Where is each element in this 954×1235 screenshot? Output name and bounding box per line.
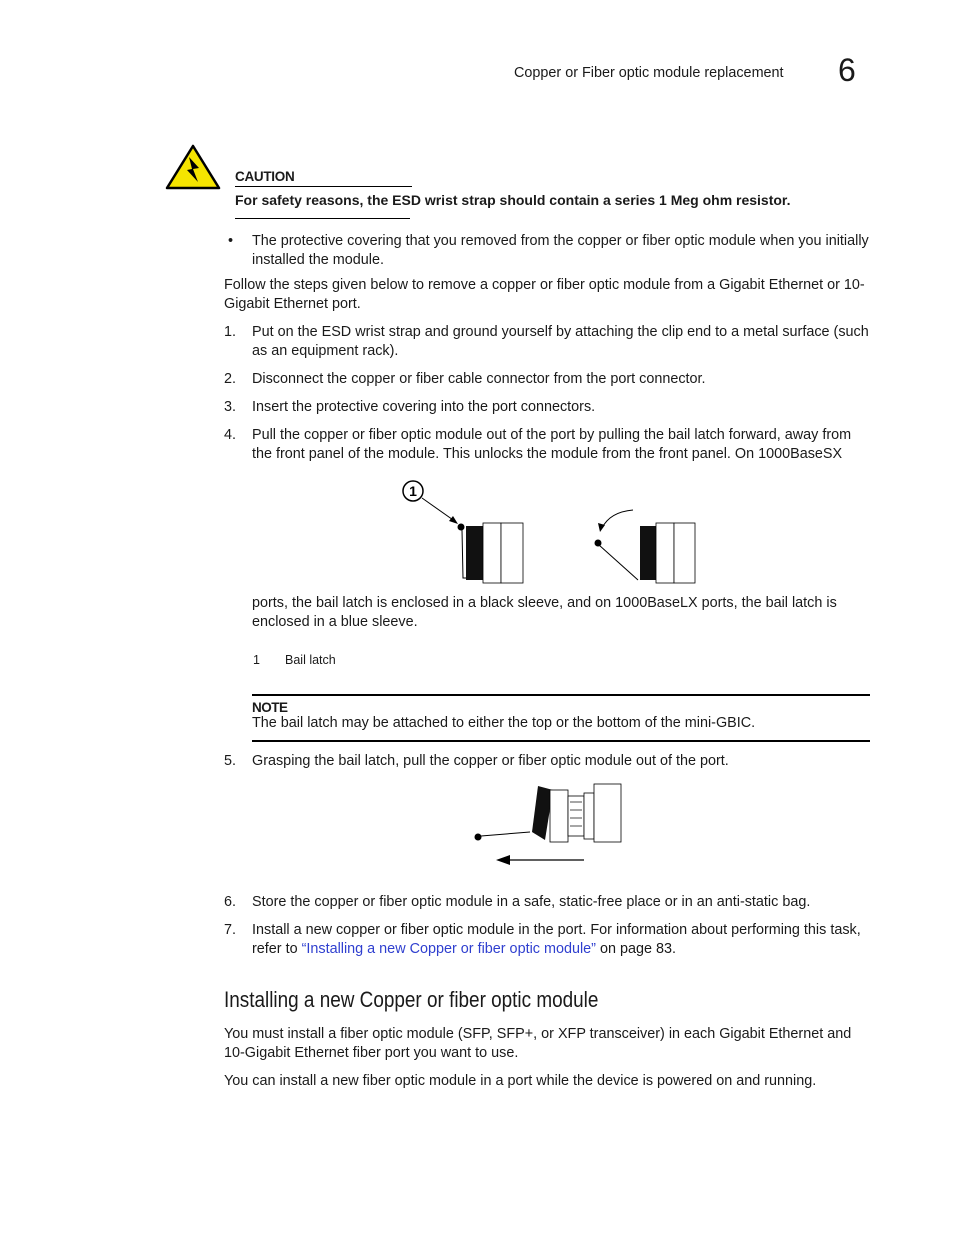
- chapter-number: 6: [838, 52, 856, 88]
- note-divider-top: [252, 694, 870, 696]
- high-voltage-warning-icon: [165, 144, 221, 190]
- step-text: [252, 921, 872, 959]
- step-text: Grasping the bail latch, pull the copper or fiber optic module out of the port.: [252, 753, 729, 769]
- module-removal-figure: [470, 780, 630, 870]
- step-text: Store the copper or fiber optic module in a safe, static-free place or in an anti-static bag.: [252, 894, 811, 910]
- step-text: Disconnect the copper or fiber cable connector from the port connector.: [252, 371, 706, 387]
- section-paragraph-2: You can install a new fiber optic module in a port while the device is powered on and running.: [224, 1073, 817, 1089]
- step-7-text-before: Install a new copper or fiber optic module in the port. For information about performing this task, refer to: [252, 922, 861, 957]
- figure-caption-number: 1: [253, 653, 260, 667]
- step-text: Pull the copper or fiber optic module out of the port by pulling the bail latch forward, away from the front panel of the module. This unlocks the module from the front panel. On 1000BaseSX: [252, 427, 852, 462]
- bullet-symbol: •: [228, 233, 234, 249]
- step-text: Put on the ESD wrist strap and ground yourself by attaching the clip end to a metal surface (such as an equipment rack).: [252, 324, 869, 359]
- note-label: NOTE: [252, 700, 288, 715]
- section-paragraph-1: You must install a fiber optic module (SFP, SFP+, or XFP transceiver) in each Gigabit Ethernet and 10-Gigabit Ethernet fiber port you want to use.: [224, 1026, 852, 1061]
- bullet-text: The protective covering that you removed from the copper or fiber optic module when you initially installed the module.: [252, 233, 869, 268]
- note-text: The bail latch may be attached to either the top or the bottom of the mini-GBIC.: [252, 715, 756, 731]
- step-number: 4.: [224, 427, 237, 443]
- step-7-text-after: on page 83.: [595, 941, 676, 957]
- bail-latch-figure: [400, 478, 710, 588]
- callout-number: 1: [409, 483, 417, 499]
- figure-caption-text: Bail latch: [285, 653, 336, 667]
- step-number: 3.: [224, 399, 237, 415]
- note-divider-bottom: [252, 740, 870, 742]
- caution-divider-top: [235, 186, 412, 187]
- step-number: 1.: [224, 324, 237, 340]
- running-header-title: Copper or Fiber optic module replacement: [514, 65, 784, 81]
- step-number: 6.: [224, 894, 237, 910]
- caution-divider-bottom: [235, 218, 410, 219]
- intro-paragraph: Follow the steps given below to remove a copper or fiber optic module from a Gigabit Ethernet or 10-Gigabit Ethernet port.: [224, 277, 865, 312]
- caution-text: For safety reasons, the ESD wrist strap should contain a series 1 Meg ohm resistor.: [235, 192, 791, 208]
- step-text: Insert the protective covering into the port connectors.: [252, 399, 596, 415]
- step-number: 2.: [224, 371, 237, 387]
- section-heading: Installing a new Copper or fiber optic module: [224, 987, 599, 1012]
- step-number: 5.: [224, 753, 237, 769]
- step-4-continuation: ports, the bail latch is enclosed in a black sleeve, and on 1000BaseLX ports, the bail latch is enclosed in a blue sleeve.: [252, 595, 837, 630]
- caution-label: CAUTION: [235, 169, 295, 184]
- step-number: 7.: [224, 922, 237, 938]
- cross-reference-link[interactable]: “Installing a new Copper or fiber optic module”: [301, 941, 596, 957]
